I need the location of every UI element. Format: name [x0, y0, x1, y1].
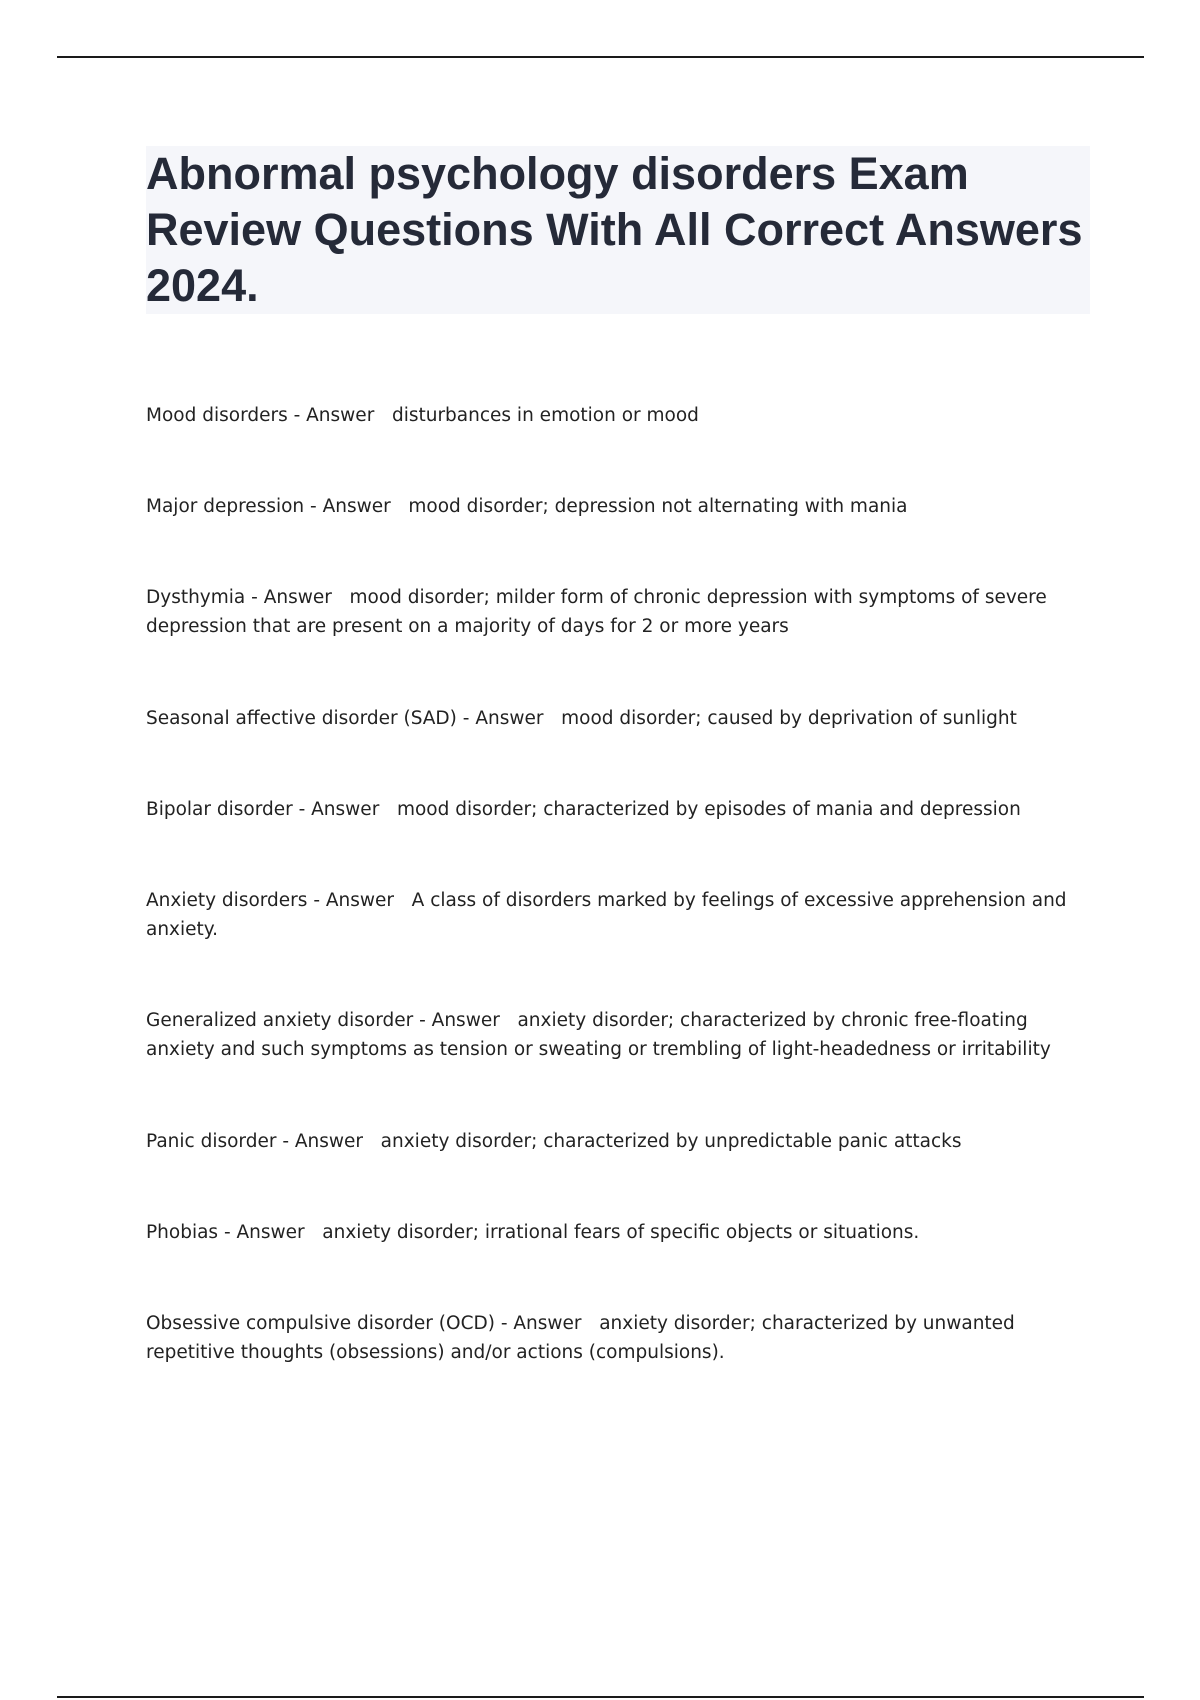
qa-entry: [146, 492, 1086, 521]
title-block: [146, 146, 1090, 314]
entry-separator: -: [456, 708, 476, 729]
entry-definition: anxiety disorder; characterized by unwanted repetitive thoughts (obsessions) and/or actions (compulsions).: [146, 1313, 1015, 1363]
entry-term: Bipolar disorder: [146, 799, 293, 820]
entry-term: Major depression: [146, 496, 305, 517]
entry-term: Mood disorders: [146, 405, 288, 426]
entry-definition: mood disorder; milder form of chronic depression with symptoms of severe depression that are present on a majority of days for 2 or more years: [146, 587, 1047, 637]
entry-answer-label: Answer: [325, 890, 395, 911]
entry-definition: anxiety disorder; irrational fears of specific objects or situations.: [322, 1222, 920, 1243]
entry-definition: anxiety disorder; characterized by chronic free-floating anxiety and such symptoms as tension or sweating or trembling of light-headedness or irritability: [146, 1010, 1051, 1060]
entry-answer-label: Answer: [513, 1313, 582, 1334]
document-title: Abnormal psychology disorders Exam Review Questions With All Correct Answers 2024.: [146, 148, 1083, 311]
entry-definition: mood disorder; depression not alternating with mania: [408, 496, 908, 517]
entry-definition: A class of disorders marked by feelings of excessive apprehension and anxiety.: [146, 890, 1067, 940]
entry-separator: -: [304, 496, 323, 517]
entry-answer-label: Answer: [431, 1010, 500, 1031]
entry-separator: -: [276, 1131, 295, 1152]
qa-entry: [146, 1309, 1086, 1367]
entry-term: Generalized anxiety disorder: [146, 1010, 414, 1031]
entry-separator: -: [245, 587, 264, 608]
entry-term: Panic disorder: [146, 1131, 277, 1152]
top-rule: [57, 56, 1144, 58]
entry-term: Phobias: [146, 1222, 219, 1243]
qa-entry: [146, 704, 1086, 733]
entry-definition: mood disorder; characterized by episodes of mania and depression: [396, 799, 1021, 820]
entry-answer-label: Answer: [311, 799, 380, 820]
entry-definition: anxiety disorder; characterized by unpredictable panic attacks: [380, 1131, 962, 1152]
entry-definition: disturbances in emotion or mood: [391, 405, 699, 426]
entry-separator: -: [287, 405, 307, 426]
entry-definition: mood disorder; caused by deprivation of sunlight: [561, 708, 1017, 729]
entry-answer-label: Answer: [294, 1131, 364, 1152]
entry-answer-label: Answer: [475, 708, 544, 729]
qa-entry: [146, 583, 1086, 641]
entry-answer-label: Answer: [322, 496, 391, 517]
qa-entry: [146, 401, 1086, 430]
bottom-rule: [57, 1696, 1144, 1698]
entry-separator: -: [292, 799, 312, 820]
entry-term: Dysthymia: [146, 587, 246, 608]
entry-term: Obsessive compulsive disorder (OCD): [146, 1313, 495, 1334]
entry-separator: -: [494, 1313, 514, 1334]
entry-answer-label: Answer: [236, 1222, 305, 1243]
entry-term: Seasonal affective disorder (SAD): [146, 708, 457, 729]
qa-entry: [146, 795, 1086, 824]
qa-entry: [146, 886, 1086, 944]
entry-separator: -: [218, 1222, 237, 1243]
entry-separator: -: [413, 1010, 432, 1031]
entry-answer-label: Answer: [306, 405, 375, 426]
qa-entry: [146, 1006, 1086, 1064]
entry-separator: -: [307, 890, 326, 911]
entry-answer-label: Answer: [263, 587, 332, 608]
qa-entry: [146, 1127, 1086, 1156]
qa-entry: [146, 1218, 1086, 1247]
entry-term: Anxiety disorders: [146, 890, 308, 911]
